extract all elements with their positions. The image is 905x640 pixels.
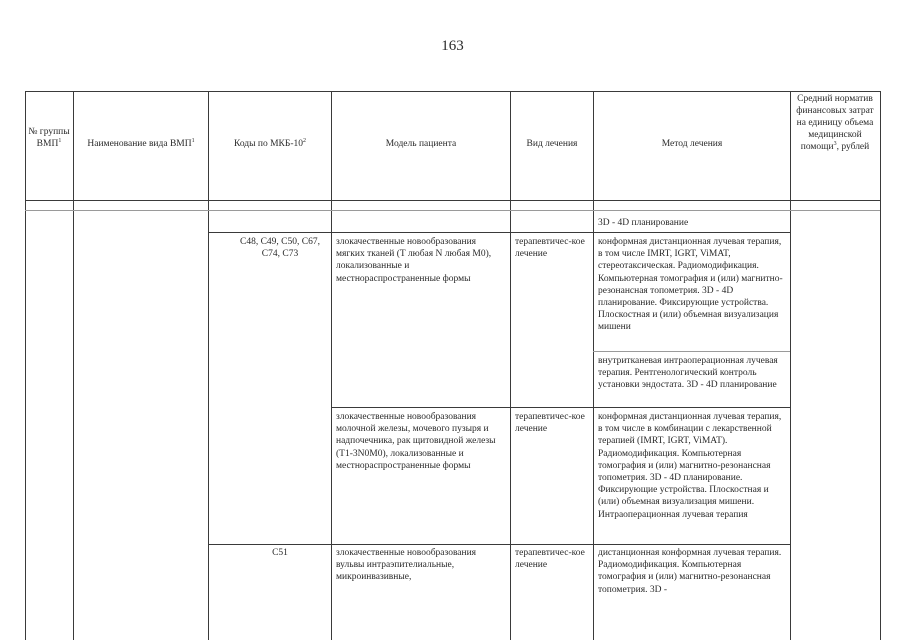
header-bottom-line (25, 200, 880, 201)
row-line-4 (208, 544, 790, 545)
row0-method: 3D - 4D планирование (598, 218, 689, 228)
table-border-right (880, 91, 881, 640)
row-line-2 (593, 351, 790, 352)
row1-method: конформная дистанционная лучевая терапия, в том числе IMRT, IGRT, ViMAT, стереотаксическая. Радиомодификация. Компьютерная томография и (или) магнитно-резонансная топометрия. 3D - 4D планирование. Фиксирующие устройства. Плоскостная и (или) объемная визуализация мишени (598, 237, 783, 333)
col-divider-6 (790, 91, 791, 640)
row2-model: злокачественные новообразования молочной железы, мочевого пузыря и надпочечника, рак щитовидной железы (T1-3N0M0), локализованные и местнораспространенные формы (336, 412, 496, 471)
header-col-codes: Коды по МКБ-$10^2$ (233, 137, 307, 149)
row1-treatment: терапевтичес-кое лечение (515, 237, 585, 260)
col-divider-5 (593, 91, 594, 640)
row1-method-2: внутритканевая интраоперационная лучевая терапия. Рентгенологический контроль установки эндостата. 3D - 4D планирование (598, 356, 778, 391)
header-col-name: Наименование вида ВМП$^1$ (87, 137, 195, 149)
header-col-method: Метод лечения (661, 139, 723, 149)
header-col-treatment: Вид лечения (526, 139, 578, 149)
table-border-left (25, 91, 26, 640)
row3-codes: C51 (272, 548, 288, 558)
row1-model: злокачественные новообразования мягких тканей (T любая N любая M0), локализованные и местнораспространенные формы (336, 237, 492, 284)
page-number: 163 (441, 38, 464, 54)
row2-treatment: терапевтичес-кое лечение (515, 412, 585, 435)
row3-model: злокачественные новообразования вульвы интраэпителиальные, микроинвазивные, (336, 548, 477, 583)
row-line-1 (208, 232, 790, 233)
header-bottom-line-2 (25, 210, 880, 211)
header-col-group: № группы ВМП$^1$ (28, 127, 70, 149)
header-col-model: Модель пациента (385, 139, 457, 149)
row-line-3 (331, 407, 790, 408)
col-divider-1 (73, 91, 74, 640)
col-divider-2 (208, 91, 209, 640)
row3-method: дистанционная конформная лучевая терапия. Радиомодификация. Компьютерная томография и (или) магнитно-резонансная топометрия. 3D - (598, 548, 782, 595)
col-divider-4 (510, 91, 511, 640)
row2-method: конформная дистанционная лучевая терапия, в том числе в комбинации с лекарственной терапией (IMRT, IGRT, ViMAT). Радиомодификация. Компьютерная томография и (или) магнитно-резонансная топометрия. 3D - 4D планирование. Фиксирующие устройства. Плоскостная и (или) объемная визуализация мишени. Интраоперационная лучевая терапия (598, 412, 782, 520)
header-col-cost: Средний норматив финансовых затрат на единицу объема медицинской помощи$^3$, рублей (796, 94, 874, 152)
row3-treatment: терапевтичес-кое лечение (515, 548, 585, 571)
col-divider-3 (331, 91, 332, 640)
row1-codes: C48, C49, C50, C67, C74, C73 (240, 237, 320, 260)
table-border-top (25, 91, 880, 92)
